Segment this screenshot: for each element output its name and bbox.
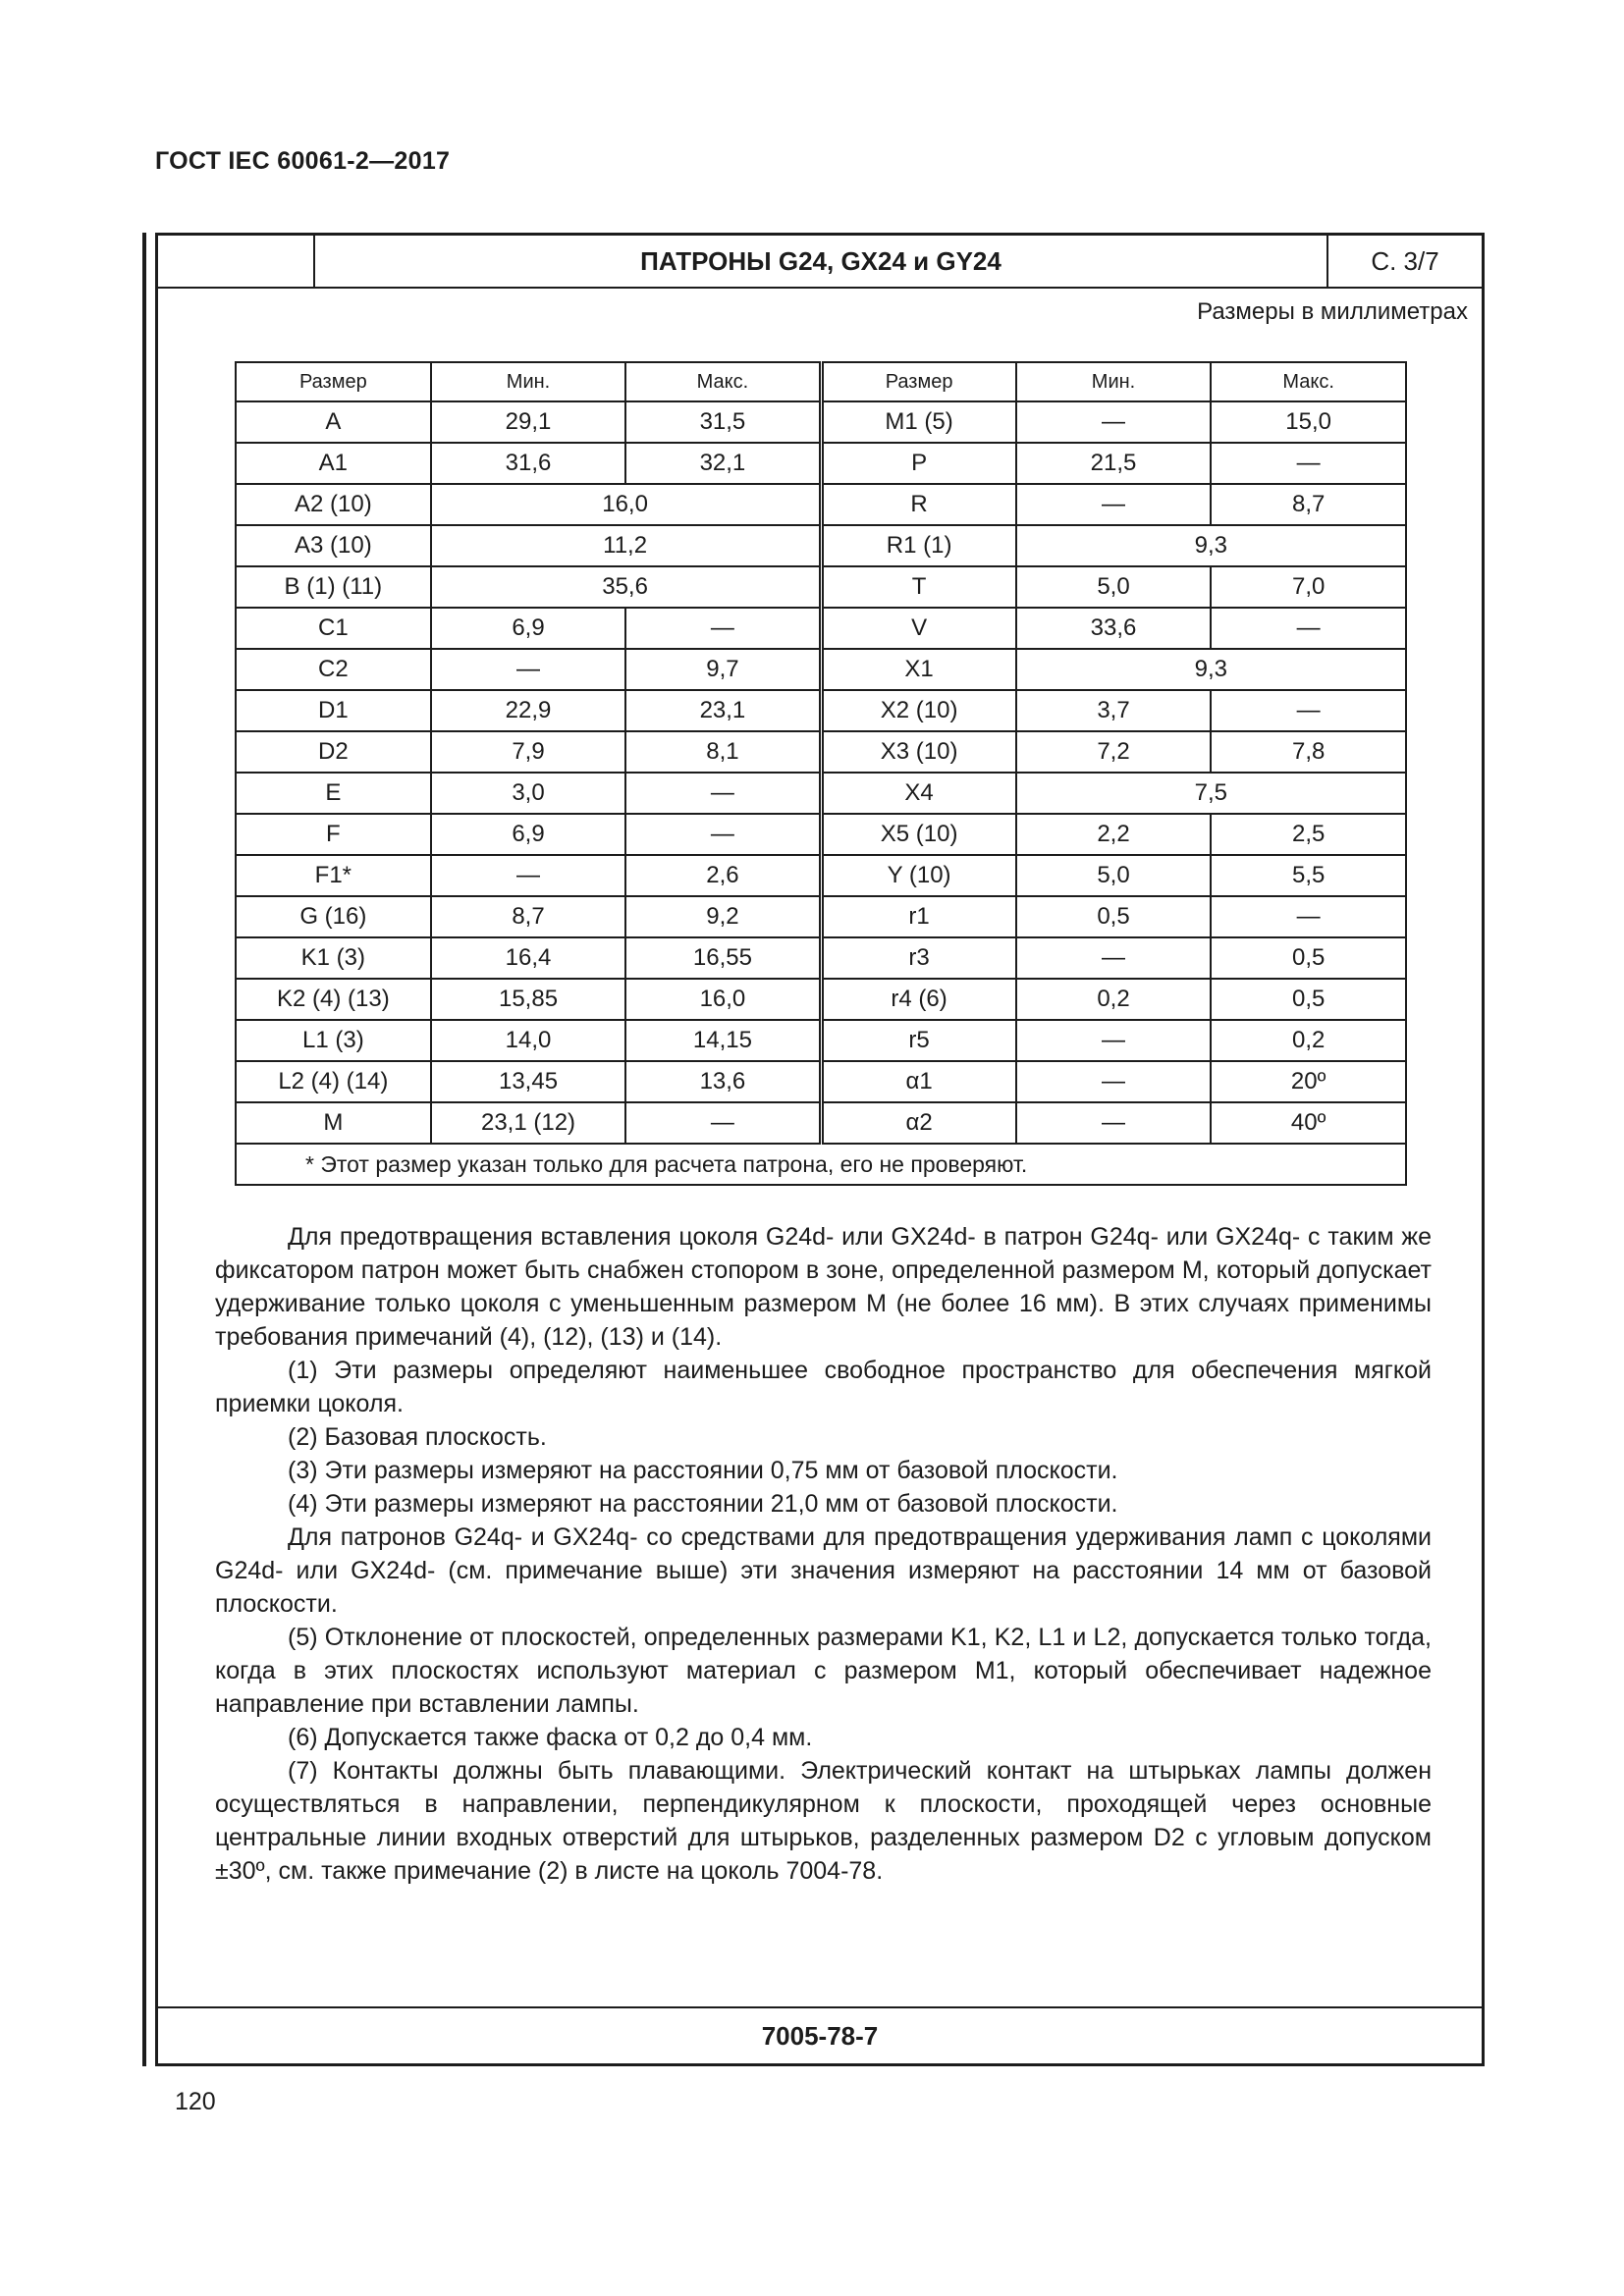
note-paragraph: (1) Эти размеры определяют наименьшее свободное пространство для обеспечения мягкой приемки цоколя. <box>215 1357 1432 1417</box>
dimension-label: C2 <box>236 649 431 690</box>
dimension-label: r5 <box>821 1020 1016 1061</box>
sheet-title: ПАТРОНЫ G24, GX24 и GY24 <box>315 236 1328 287</box>
min-value: 3,0 <box>431 773 626 814</box>
max-value: — <box>1211 443 1406 484</box>
min-value: 2,2 <box>1016 814 1212 855</box>
max-value: — <box>625 814 821 855</box>
max-value: — <box>1211 896 1406 937</box>
note-paragraph: (6) Допускается также фаска от 0,2 до 0,4 мм. <box>288 1724 813 1751</box>
table-row <box>236 443 1406 484</box>
dimension-value: 16,0 <box>431 484 821 525</box>
max-value: 9,7 <box>625 649 821 690</box>
max-value: 14,15 <box>625 1020 821 1061</box>
sheet-code: 7005-78-7 <box>158 2006 1482 2063</box>
max-value: 2,5 <box>1211 814 1406 855</box>
max-value: 40º <box>1211 1102 1406 1144</box>
col-header: Мин. <box>431 362 626 401</box>
table-row <box>236 979 1406 1020</box>
sheet-titlebar <box>158 236 1482 289</box>
max-value: 15,0 <box>1211 401 1406 443</box>
table-row <box>236 855 1406 896</box>
min-value: — <box>1016 1020 1212 1061</box>
max-value: 23,1 <box>625 690 821 731</box>
min-value: 16,4 <box>431 937 626 979</box>
table-row <box>236 525 1406 566</box>
min-value: — <box>1016 1061 1212 1102</box>
notes-section <box>215 1220 1432 1888</box>
max-value: 2,6 <box>625 855 821 896</box>
min-value: 31,6 <box>431 443 626 484</box>
max-value: 7,8 <box>1211 731 1406 773</box>
min-value: 0,5 <box>1016 896 1212 937</box>
note-paragraph: Для патронов G24q- и GX24q- со средствами для предотвращения удерживания ламп с цоколями G24d- или GX24d- (см. примечание выше) эти значения измеряют на расстоянии 14 мм от базовой плоскости. <box>215 1523 1432 1618</box>
min-value: — <box>1016 401 1212 443</box>
min-value: — <box>1016 1102 1212 1144</box>
max-value: — <box>1211 608 1406 649</box>
table-row <box>236 1061 1406 1102</box>
dimension-label: F <box>236 814 431 855</box>
dimension-label: X4 <box>821 773 1016 814</box>
max-value: 0,5 <box>1211 937 1406 979</box>
min-value: 6,9 <box>431 608 626 649</box>
max-value: 0,2 <box>1211 1020 1406 1061</box>
table-footnote: * Этот размер указан только для расчета патрона, его не проверяют. <box>236 1144 1406 1185</box>
dimension-value: 7,5 <box>1016 773 1406 814</box>
min-value: 33,6 <box>1016 608 1212 649</box>
col-header: Мин. <box>1016 362 1212 401</box>
sheet-page: С. 3/7 <box>1371 246 1439 276</box>
max-value: 32,1 <box>625 443 821 484</box>
min-value: 13,45 <box>431 1061 626 1102</box>
min-value: 14,0 <box>431 1020 626 1061</box>
dimension-label: C1 <box>236 608 431 649</box>
dimension-label: D2 <box>236 731 431 773</box>
dimension-label: T <box>821 566 1016 608</box>
dimension-label: B (1) (11) <box>236 566 431 608</box>
max-value: 13,6 <box>625 1061 821 1102</box>
dimension-label: V <box>821 608 1016 649</box>
standard-header: ГОСТ IEC 60061-2—2017 <box>155 147 451 175</box>
sheet-frame <box>155 233 1485 2066</box>
dimension-label: X5 (10) <box>821 814 1016 855</box>
max-value: 31,5 <box>625 401 821 443</box>
dimension-label: r1 <box>821 896 1016 937</box>
note-paragraph: (4) Эти размеры измеряют на расстоянии 21,0 мм от базовой плоскости. <box>288 1490 1118 1518</box>
table-row <box>236 1102 1406 1144</box>
table-row <box>236 896 1406 937</box>
page-number: 120 <box>175 2088 216 2115</box>
dimension-label: G (16) <box>236 896 431 937</box>
table-row <box>236 690 1406 731</box>
min-value: 7,9 <box>431 731 626 773</box>
max-value: — <box>625 608 821 649</box>
table-row <box>236 401 1406 443</box>
margin-bar <box>142 233 146 2066</box>
max-value: — <box>625 1102 821 1144</box>
dimension-value: 9,3 <box>1016 525 1406 566</box>
dimension-label: D1 <box>236 690 431 731</box>
table-footnote-row <box>236 1144 1406 1185</box>
max-value: 8,1 <box>625 731 821 773</box>
units-note: Размеры в миллиметрах <box>1197 298 1468 325</box>
dimension-label: A3 (10) <box>236 525 431 566</box>
table-row <box>236 731 1406 773</box>
dimension-label: α1 <box>821 1061 1016 1102</box>
table-row <box>236 814 1406 855</box>
max-value: — <box>625 773 821 814</box>
table-row <box>236 608 1406 649</box>
dimension-label: Y (10) <box>821 855 1016 896</box>
dimension-label: A2 (10) <box>236 484 431 525</box>
table-row <box>236 649 1406 690</box>
dimensions-table <box>235 361 1407 1186</box>
min-value: 3,7 <box>1016 690 1212 731</box>
dimension-label: K2 (4) (13) <box>236 979 431 1020</box>
note-paragraph: (5) Отклонение от плоскостей, определенных размерами K1, K2, L1 и L2, допускается только тогда, когда в этих плоскостях используют материал с размером M1, который обеспечивает надежное направление при вставлении лампы. <box>215 1624 1432 1718</box>
max-value: 5,5 <box>1211 855 1406 896</box>
min-value: — <box>1016 937 1212 979</box>
dimension-label: X1 <box>821 649 1016 690</box>
table-row <box>236 773 1406 814</box>
max-value: 8,7 <box>1211 484 1406 525</box>
note-paragraph: (2) Базовая плоскость. <box>288 1423 547 1451</box>
dimension-value: 35,6 <box>431 566 821 608</box>
table-header-row <box>236 362 1406 401</box>
dimension-label: X2 (10) <box>821 690 1016 731</box>
table-row <box>236 937 1406 979</box>
note-paragraph: (3) Эти размеры измеряют на расстоянии 0,75 мм от базовой плоскости. <box>288 1457 1118 1484</box>
dimension-label: L1 (3) <box>236 1020 431 1061</box>
min-value: 5,0 <box>1016 855 1212 896</box>
table-row <box>236 566 1406 608</box>
dimension-label: L2 (4) (14) <box>236 1061 431 1102</box>
note-paragraph: Для предотвращения вставления цоколя G24d- или GX24d- в патрон G24q- или GX24q- с таким же фиксатором патрон может быть снабжен стопором в зоне, определенной размером M, который допускает удерживание только цоколя с уменьшенным размером M (не более 16 мм). В этих случаях применимы требования примечаний (4), (12), (13) и (14). <box>215 1223 1432 1351</box>
dimension-label: R <box>821 484 1016 525</box>
max-value: 7,0 <box>1211 566 1406 608</box>
dimension-label: P <box>821 443 1016 484</box>
min-value: 15,85 <box>431 979 626 1020</box>
min-value: 0,2 <box>1016 979 1212 1020</box>
col-header: Размер <box>821 362 1016 401</box>
titlebar-blank-cell <box>158 236 315 287</box>
dimension-label: r3 <box>821 937 1016 979</box>
col-header: Размер <box>236 362 431 401</box>
dimension-label: F1* <box>236 855 431 896</box>
dimension-label: A1 <box>236 443 431 484</box>
max-value: 9,2 <box>625 896 821 937</box>
min-value: 29,1 <box>431 401 626 443</box>
min-value: — <box>431 855 626 896</box>
min-value: — <box>1016 484 1212 525</box>
table-row <box>236 484 1406 525</box>
dimension-label: E <box>236 773 431 814</box>
min-value: — <box>431 649 626 690</box>
dimension-label: K1 (3) <box>236 937 431 979</box>
dimension-label: R1 (1) <box>821 525 1016 566</box>
col-header: Макс. <box>1211 362 1406 401</box>
table-row <box>236 1020 1406 1061</box>
dimension-value: 9,3 <box>1016 649 1406 690</box>
dimension-value: 11,2 <box>431 525 821 566</box>
min-value: 8,7 <box>431 896 626 937</box>
dimension-label: X3 (10) <box>821 731 1016 773</box>
dimension-label: r4 (6) <box>821 979 1016 1020</box>
dimension-label: M <box>236 1102 431 1144</box>
max-value: 16,0 <box>625 979 821 1020</box>
dimension-label: A <box>236 401 431 443</box>
min-value: 6,9 <box>431 814 626 855</box>
min-value: 23,1 (12) <box>431 1102 626 1144</box>
min-value: 7,2 <box>1016 731 1212 773</box>
max-value: 0,5 <box>1211 979 1406 1020</box>
min-value: 21,5 <box>1016 443 1212 484</box>
min-value: 22,9 <box>431 690 626 731</box>
note-paragraph: (7) Контакты должны быть плавающими. Электрический контакт на штырьках лампы должен осуществляться в направлении, перпендикулярном к плоскости, проходящей через основные центральные линии входных отверстий для штырьков, разделенных размером D2 с угловым допуском ±30º, см. также примечание (2) в листе на цоколь 7004-78. <box>215 1757 1432 1885</box>
col-header: Макс. <box>625 362 821 401</box>
max-value: — <box>1211 690 1406 731</box>
max-value: 20º <box>1211 1061 1406 1102</box>
dimension-label: α2 <box>821 1102 1016 1144</box>
dimension-label: M1 (5) <box>821 401 1016 443</box>
max-value: 16,55 <box>625 937 821 979</box>
min-value: 5,0 <box>1016 566 1212 608</box>
